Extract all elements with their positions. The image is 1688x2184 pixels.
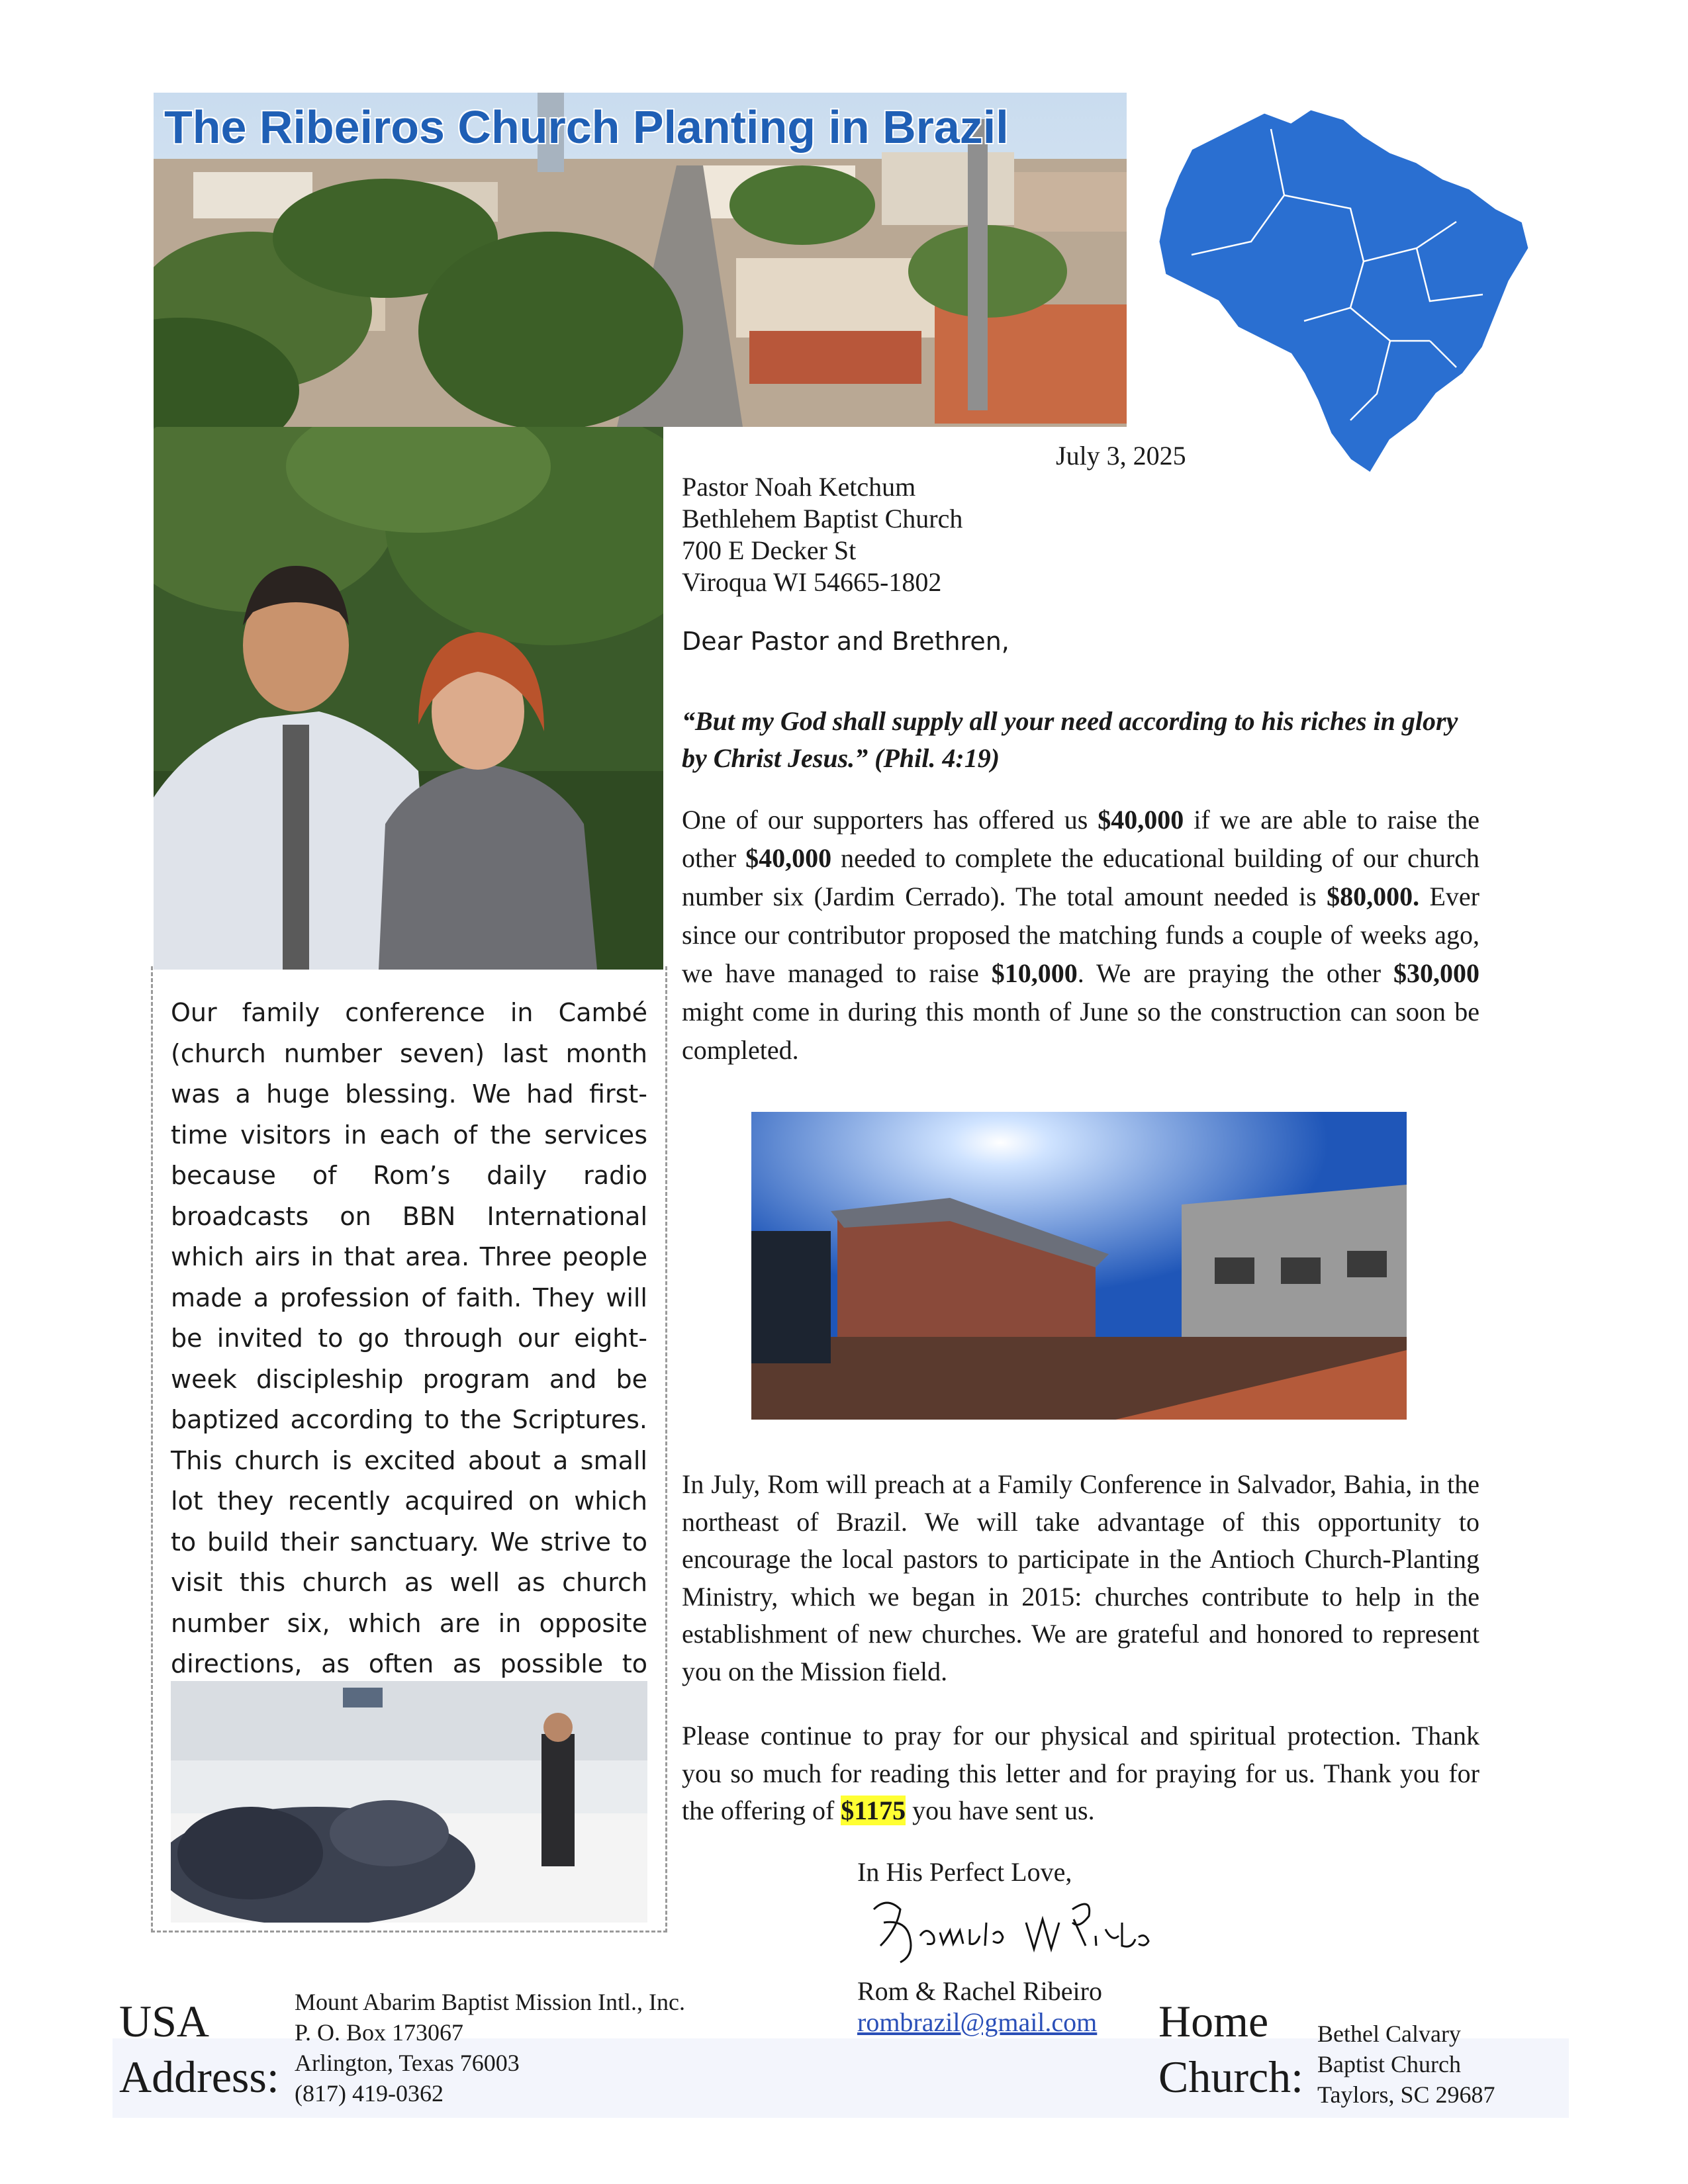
p1-text: if we are able to raise the other [682,805,1479,873]
home-church-name-2: Baptist Church [1317,2051,1461,2077]
usa-label-line2: Address: [119,2052,279,2102]
conference-meeting-photo [171,1681,647,1923]
home-church-name-1: Bethel Calvary [1317,2021,1461,2047]
mission-address [295,1987,685,2109]
salutation: Dear Pastor and Brethren, [682,627,1009,656]
p1-text: might come in during this month of June so the construction can soon be completed. [682,997,1479,1065]
recipient-church: Bethlehem Baptist Church [682,504,963,533]
scripture-verse: “But my God shall supply all your need according to his riches in glory by Christ Jesus.” (Phil. 4:19) [682,706,1458,773]
prayer-thanks-paragraph [682,1717,1479,1830]
amount-30000-remaining: $30,000 [1393,958,1479,988]
brazil-map-icon [1152,89,1536,486]
letter-date: July 3, 2025 [1056,441,1186,471]
home-church-address [1317,2019,1495,2110]
home-label-line1: Home [1158,1996,1269,2046]
recipient-address [682,471,962,598]
signer-names: Rom & Rachel Ribeiro [857,1976,1102,2006]
mission-name: Mount Abarim Baptist Mission Intl., Inc. [295,1989,685,2015]
mission-po-box: P. O. Box 173067 [295,2019,464,2046]
amount-40000-needed: $40,000 [745,843,832,873]
p1-text: . We are praying the other [1077,958,1393,988]
mission-city: Arlington, Texas 76003 [295,2050,520,2076]
family-photo [154,427,663,970]
mission-phone: (817) 419-0362 [295,2080,444,2107]
amount-10000-raised: $10,000 [991,958,1078,988]
recipient-street: 700 E Decker St [682,535,857,565]
usa-address-label [119,1993,279,2105]
construction-site-photo [751,1112,1407,1420]
sidebar-conference-text: Our family conference in Cambé (church number seven) last month was a huge blessing. We had first-time visitors in each of the services because of Rom’s daily radio broadcasts on BBN International which airs in that area. Three people made a profession of faith. They will be invited to go through our eight-week discipleship program and be baptized according to the Scriptures. This church is excited about a small lot they recently acquired on which to build their sanctuary. We strive to visit this church as well as church number six, which are in opposite directions, as often as possible to [171,998,647,1678]
home-church-city: Taylors, SC 29687 [1317,2081,1495,2108]
p1-text: needed to complete the educational building of our church number six (Jardim Cerrado). The total amount needed is [682,843,1479,911]
amount-40000-offer: $40,000 [1098,805,1184,835]
amount-80000-total: $80,000. [1327,882,1420,911]
p1-text: One of our supporters has offered us [682,805,1098,835]
p1-text: Ever since our contributor proposed the matching funds a couple of weeks ago, we have managed to raise [682,882,1479,988]
home-church-label [1158,1993,1303,2105]
offering-amount-highlight: $1175 [841,1796,906,1825]
email-link[interactable]: rombrazil@gmail.com [857,2007,1098,2037]
handwritten-signature [861,1883,1165,1969]
conference-salvador-paragraph: In July, Rom will preach at a Family Conference in Salvador, Bahia, in the northeast of Brazil. We will take advantage of this opportunity to encourage the local pastors to participate in the Antioch Church-Planting Ministry, which we began in 2015: churches contribute to help in the establishment of new churches. We are grateful and honored to represent you on the Mission field. [682,1469,1479,1686]
page-title: The Ribeiros Church Planting in Brazil [164,101,1009,153]
recipient-name: Pastor Noah Ketchum [682,472,916,502]
recipient-city: Viroqua WI 54665-1802 [682,567,942,597]
p3-text: Please continue to pray for our physical and spiritual protection. Thank you so much for reading this letter and for praying for us. Thank you for the offering of [682,1721,1479,1825]
usa-label-line1: USA [119,1996,210,2046]
fundraising-paragraph [682,801,1479,1069]
closing-line: In His Perfect Love, [857,1857,1072,1887]
home-label-line2: Church: [1158,2052,1304,2102]
p3-text: you have sent us. [906,1796,1095,1825]
